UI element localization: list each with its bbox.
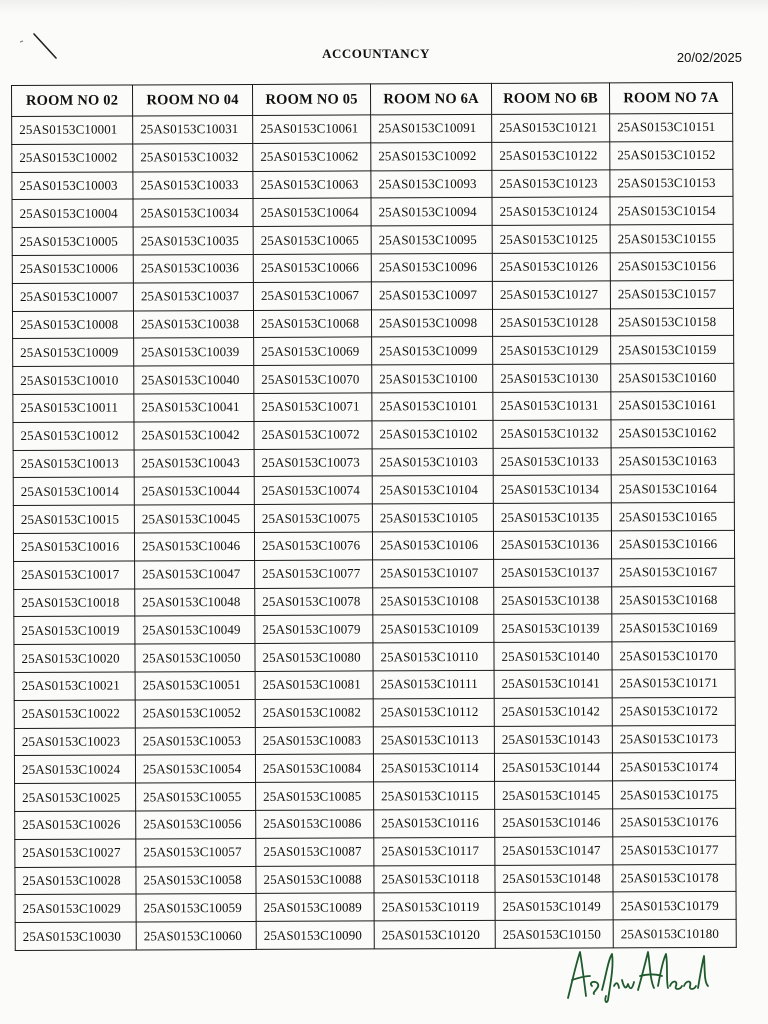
roll-number-cell: 25AS0153C10147: [495, 837, 613, 865]
roll-number-cell: 25AS0153C10031: [133, 115, 253, 143]
roll-number-cell: 25AS0153C10129: [493, 336, 611, 364]
roll-number-cell: 25AS0153C10020: [14, 644, 135, 672]
roll-number-cell: 25AS0153C10059: [136, 894, 256, 922]
roll-number-cell: 25AS0153C10175: [613, 780, 736, 808]
roll-number-cell: 25AS0153C10160: [611, 364, 734, 392]
roll-number-cell: 25AS0153C10045: [134, 505, 254, 533]
roll-number-cell: 25AS0153C10159: [611, 336, 734, 364]
roll-number-cell: 25AS0153C10087: [256, 838, 374, 866]
roll-number-cell: 25AS0153C10012: [13, 422, 134, 450]
roll-number-cell: 25AS0153C10073: [254, 448, 372, 476]
table-row: [13, 391, 734, 422]
roll-number-cell: 25AS0153C10162: [611, 419, 734, 447]
roll-number-cell: 25AS0153C10029: [15, 894, 136, 922]
table-row: [12, 197, 733, 228]
roll-number-cell: 25AS0153C10132: [493, 420, 611, 448]
roll-number-cell: 25AS0153C10033: [133, 171, 253, 199]
roll-number-cell: 25AS0153C10042: [134, 421, 254, 449]
roll-number-cell: 25AS0153C10057: [136, 838, 256, 866]
roll-number-cell: 25AS0153C10101: [372, 392, 493, 420]
roll-number-cell: 25AS0153C10178: [613, 864, 736, 892]
roll-number-cell: 25AS0153C10037: [133, 282, 253, 310]
roll-number-cell: 25AS0153C10011: [13, 394, 134, 422]
roll-number-cell: 25AS0153C10072: [254, 421, 372, 449]
roll-number-cell: 25AS0153C10104: [372, 476, 493, 504]
roll-number-cell: 25AS0153C10103: [372, 448, 493, 476]
roll-number-cell: 25AS0153C10158: [610, 308, 733, 336]
roll-number-cell: 25AS0153C10068: [253, 310, 371, 338]
roll-number-cell: 25AS0153C10086: [256, 810, 374, 838]
roll-number-cell: 25AS0153C10108: [373, 587, 494, 615]
roll-number-cell: 25AS0153C10167: [612, 558, 735, 586]
roll-number-cell: 25AS0153C10081: [255, 671, 373, 699]
roll-number-cell: 25AS0153C10138: [494, 586, 612, 614]
roll-number-cell: 25AS0153C10034: [133, 199, 253, 227]
table-row: [12, 113, 733, 144]
roll-number-cell: 25AS0153C10048: [135, 588, 255, 616]
roll-number-cell: 25AS0153C10004: [12, 199, 133, 227]
roll-number-cell: 25AS0153C10018: [14, 589, 135, 617]
roll-number-cell: 25AS0153C10179: [613, 892, 736, 920]
roll-number-cell: 25AS0153C10075: [254, 504, 372, 532]
roll-number-cell: 25AS0153C10074: [254, 476, 372, 504]
roll-number-cell: 25AS0153C10007: [12, 283, 133, 311]
table-row: [14, 641, 735, 672]
roll-number-cell: 25AS0153C10176: [613, 808, 736, 836]
roll-number-cell: 25AS0153C10171: [612, 669, 735, 697]
roll-number-cell: 25AS0153C10010: [13, 366, 134, 394]
roll-number-cell: 25AS0153C10063: [253, 171, 371, 199]
roll-number-cell: 25AS0153C10126: [492, 253, 610, 281]
table-row: [15, 780, 736, 811]
roll-number-cell: 25AS0153C10116: [374, 809, 495, 837]
roll-number-cell: 25AS0153C10114: [373, 754, 494, 782]
roll-number-cell: 25AS0153C10100: [372, 365, 493, 393]
roll-number-cell: 25AS0153C10142: [494, 698, 612, 726]
roll-number-cell: 25AS0153C10166: [611, 530, 734, 558]
roll-number-cell: 25AS0153C10140: [494, 642, 612, 670]
roll-number-cell: 25AS0153C10055: [136, 783, 256, 811]
roll-number-cell: 25AS0153C10152: [610, 141, 733, 169]
roll-number-cell: 25AS0153C10102: [372, 420, 493, 448]
roll-number-cell: 25AS0153C10146: [495, 809, 613, 837]
roll-number-cell: 25AS0153C10112: [373, 698, 494, 726]
roll-number-cell: 25AS0153C10061: [253, 115, 371, 143]
roll-number-cell: 25AS0153C10115: [374, 782, 495, 810]
roll-number-cell: 25AS0153C10134: [493, 475, 611, 503]
roll-number-cell: 25AS0153C10107: [373, 559, 494, 587]
table-row: [14, 725, 735, 756]
roll-number-cell: 25AS0153C10024: [14, 755, 135, 783]
roll-number-cell: 25AS0153C10002: [12, 144, 133, 172]
roll-number-cell: 25AS0153C10150: [495, 920, 613, 948]
roll-number-cell: 25AS0153C10052: [135, 699, 255, 727]
document-title: ACCOUNTANCY: [322, 46, 430, 61]
roll-number-cell: 25AS0153C10131: [493, 392, 611, 420]
roll-number-cell: 25AS0153C10023: [14, 727, 135, 755]
table-row: [12, 169, 733, 200]
roll-number-cell: 25AS0153C10062: [253, 143, 371, 171]
roll-number-cell: 25AS0153C10027: [15, 839, 136, 867]
roll-number-table: [11, 82, 737, 951]
column-header-room-no-02: ROOM NO 02: [12, 85, 133, 117]
roll-number-cell: 25AS0153C10149: [495, 892, 613, 920]
roll-number-cell: 25AS0153C10164: [611, 475, 734, 503]
column-header-room-no-7a: ROOM NO 7A: [609, 82, 732, 114]
roll-number-cell: 25AS0153C10143: [494, 725, 612, 753]
roll-number-cell: 25AS0153C10177: [613, 836, 736, 864]
roll-number-cell: 25AS0153C10119: [374, 893, 495, 921]
handwritten-signature: [562, 946, 712, 1004]
roll-number-cell: 25AS0153C10082: [255, 699, 373, 727]
roll-number-cell: 25AS0153C10076: [254, 532, 372, 560]
roll-number-cell: 25AS0153C10139: [494, 614, 612, 642]
roll-number-cell: 25AS0153C10064: [253, 198, 371, 226]
roll-number-cell: 25AS0153C10038: [133, 310, 253, 338]
document-date: 20/02/2025: [676, 50, 742, 65]
table-row: [14, 614, 735, 645]
roll-number-cell: 25AS0153C10144: [494, 753, 612, 781]
table-row: [15, 836, 736, 867]
roll-number-cell: 25AS0153C10006: [12, 255, 133, 283]
roll-number-cell: 25AS0153C10095: [371, 226, 492, 254]
table-row: [13, 530, 734, 561]
roll-number-cell: 25AS0153C10170: [612, 641, 735, 669]
table-row: [13, 419, 734, 450]
roll-number-cell: 25AS0153C10125: [492, 225, 610, 253]
table-row: [15, 864, 736, 895]
roll-number-cell: 25AS0153C10041: [134, 393, 254, 421]
roll-number-cell: 25AS0153C10163: [611, 447, 734, 475]
roll-number-cell: 25AS0153C10036: [133, 254, 253, 282]
table-row: [13, 336, 734, 367]
table-row: [13, 364, 734, 395]
roll-number-cell: 25AS0153C10113: [373, 726, 494, 754]
table-row: [14, 558, 735, 589]
roll-number-cell: 25AS0153C10001: [12, 116, 133, 144]
roll-number-cell: 25AS0153C10056: [136, 810, 256, 838]
table-row: [14, 697, 735, 728]
roll-number-cell: 25AS0153C10099: [372, 337, 493, 365]
roll-number-cell: 25AS0153C10026: [15, 811, 136, 839]
roll-number-cell: 25AS0153C10067: [253, 282, 371, 310]
roll-number-cell: 25AS0153C10106: [372, 531, 493, 559]
roll-number-cell: 25AS0153C10009: [13, 338, 134, 366]
roll-number-cell: 25AS0153C10156: [610, 252, 733, 280]
roll-number-cell: 25AS0153C10168: [612, 586, 735, 614]
roll-number-cell: 25AS0153C10155: [610, 225, 733, 253]
roll-number-cell: 25AS0153C10019: [14, 616, 135, 644]
roll-number-cell: 25AS0153C10145: [495, 781, 613, 809]
table-row: [14, 753, 735, 784]
roll-number-cell: 25AS0153C10130: [493, 364, 611, 392]
roll-number-cell: 25AS0153C10088: [256, 865, 374, 893]
column-header-room-no-6a: ROOM NO 6A: [370, 83, 491, 115]
roll-number-cell: 25AS0153C10014: [13, 477, 134, 505]
table-row: [14, 669, 735, 700]
roll-number-cell: 25AS0153C10077: [255, 560, 373, 588]
roll-number-cell: 25AS0153C10120: [374, 921, 495, 949]
roll-number-cell: 25AS0153C10127: [492, 281, 610, 309]
roll-number-cell: 25AS0153C10005: [12, 227, 133, 255]
table-row: [12, 280, 733, 311]
roll-number-cell: 25AS0153C10128: [492, 308, 610, 336]
roll-number-cell: 25AS0153C10040: [134, 366, 254, 394]
roll-number-cell: 25AS0153C10028: [15, 866, 136, 894]
roll-number-cell: 25AS0153C10154: [610, 197, 733, 225]
roll-number-cell: 25AS0153C10016: [13, 533, 134, 561]
roll-number-cell: 25AS0153C10035: [133, 227, 253, 255]
roll-number-cell: 25AS0153C10091: [371, 114, 492, 142]
roll-number-cell: 25AS0153C10124: [492, 197, 610, 225]
scan-top-edge: [0, 0, 768, 14]
roll-number-cell: 25AS0153C10161: [611, 391, 734, 419]
roll-number-cell: 25AS0153C10089: [256, 893, 374, 921]
roll-number-cell: 25AS0153C10046: [134, 532, 254, 560]
roll-number-cell: 25AS0153C10165: [611, 503, 734, 531]
roll-number-cell: 25AS0153C10058: [136, 866, 256, 894]
roll-number-cell: 25AS0153C10169: [612, 614, 735, 642]
roll-number-cell: 25AS0153C10093: [371, 170, 492, 198]
roll-number-cell: 25AS0153C10174: [612, 753, 735, 781]
roll-number-cell: 25AS0153C10030: [15, 922, 136, 950]
roll-number-cell: 25AS0153C10153: [610, 169, 733, 197]
table-body: [12, 113, 737, 950]
column-header-room-no-6b: ROOM NO 6B: [491, 83, 609, 115]
table-row: [12, 141, 733, 172]
column-header-room-no-04: ROOM NO 04: [133, 84, 253, 116]
roll-number-cell: 25AS0153C10090: [256, 921, 374, 949]
roll-number-cell: 25AS0153C10044: [134, 477, 254, 505]
roll-number-cell: 25AS0153C10069: [254, 337, 372, 365]
roll-number-cell: 25AS0153C10015: [13, 505, 134, 533]
table-row: [14, 586, 735, 617]
roll-number-cell: 25AS0153C10157: [610, 280, 733, 308]
roll-number-cell: 25AS0153C10060: [136, 922, 256, 950]
column-header-room-no-05: ROOM NO 05: [252, 84, 370, 116]
roll-number-cell: 25AS0153C10008: [12, 311, 133, 339]
roll-number-cell: 25AS0153C10117: [374, 837, 495, 865]
roll-number-cell: 25AS0153C10071: [254, 393, 372, 421]
table-header-row: [12, 82, 733, 116]
roll-number-cell: 25AS0153C10047: [135, 560, 255, 588]
roll-number-cell: 25AS0153C10111: [373, 670, 494, 698]
roll-number-cell: 25AS0153C10070: [254, 365, 372, 393]
roll-number-cell: 25AS0153C10137: [494, 559, 612, 587]
roll-number-cell: 25AS0153C10173: [612, 725, 735, 753]
table-row: [15, 892, 736, 923]
roll-number-cell: 25AS0153C10105: [372, 504, 493, 532]
roll-number-cell: 25AS0153C10133: [493, 447, 611, 475]
roll-number-cell: 25AS0153C10136: [493, 531, 611, 559]
roll-number-cell: 25AS0153C10017: [14, 561, 135, 589]
roll-number-cell: 25AS0153C10083: [255, 726, 373, 754]
roll-number-cell: 25AS0153C10085: [256, 782, 374, 810]
roll-number-cell: 25AS0153C10054: [135, 755, 255, 783]
table-row: [13, 475, 734, 506]
roll-number-cell: 25AS0153C10065: [253, 226, 371, 254]
roll-number-cell: 25AS0153C10079: [255, 615, 373, 643]
roll-number-cell: 25AS0153C10039: [134, 338, 254, 366]
roll-number-cell: 25AS0153C10051: [135, 671, 255, 699]
table-row: [13, 447, 734, 478]
roll-number-cell: 25AS0153C10003: [12, 172, 133, 200]
roll-number-cell: 25AS0153C10141: [494, 670, 612, 698]
roll-number-cell: 25AS0153C10121: [492, 114, 610, 142]
roll-number-cell: 25AS0153C10123: [492, 169, 610, 197]
roll-number-cell: 25AS0153C10080: [255, 643, 373, 671]
roll-number-cell: 25AS0153C10032: [133, 143, 253, 171]
roll-number-cell: 25AS0153C10172: [612, 697, 735, 725]
roll-number-cell: 25AS0153C10021: [14, 672, 135, 700]
roll-number-cell: 25AS0153C10109: [373, 615, 494, 643]
table-row: [12, 252, 733, 283]
roll-number-cell: 25AS0153C10078: [255, 587, 373, 615]
roll-number-cell: 25AS0153C10094: [371, 198, 492, 226]
roll-number-cell: 25AS0153C10097: [371, 281, 492, 309]
table-row: [12, 225, 733, 256]
roll-number-cell: 25AS0153C10025: [15, 783, 136, 811]
roll-number-cell: 25AS0153C10092: [371, 142, 492, 170]
roll-number-cell: 25AS0153C10118: [374, 865, 495, 893]
roll-number-cell: 25AS0153C10110: [373, 643, 494, 671]
roll-number-cell: 25AS0153C10013: [13, 450, 134, 478]
roll-number-cell: 25AS0153C10135: [493, 503, 611, 531]
roll-number-cell: 25AS0153C10096: [371, 253, 492, 281]
roll-number-cell: 25AS0153C10066: [253, 254, 371, 282]
roll-number-cell: 25AS0153C10084: [255, 754, 373, 782]
roll-number-cell: 25AS0153C10151: [610, 113, 733, 141]
roll-number-cell: 25AS0153C10148: [495, 864, 613, 892]
roll-number-cell: 25AS0153C10043: [134, 449, 254, 477]
table-row: [12, 308, 733, 339]
roll-number-cell: 25AS0153C10122: [492, 142, 610, 170]
roll-number-cell: 25AS0153C10049: [135, 616, 255, 644]
table-row: [13, 503, 734, 534]
roll-number-cell: 25AS0153C10053: [135, 727, 255, 755]
roll-number-cell: 25AS0153C10022: [14, 700, 135, 728]
roll-number-cell: 25AS0153C10050: [135, 644, 255, 672]
roll-number-cell: 25AS0153C10180: [613, 919, 736, 947]
table-row: [15, 808, 736, 839]
roll-number-cell: 25AS0153C10098: [371, 309, 492, 337]
